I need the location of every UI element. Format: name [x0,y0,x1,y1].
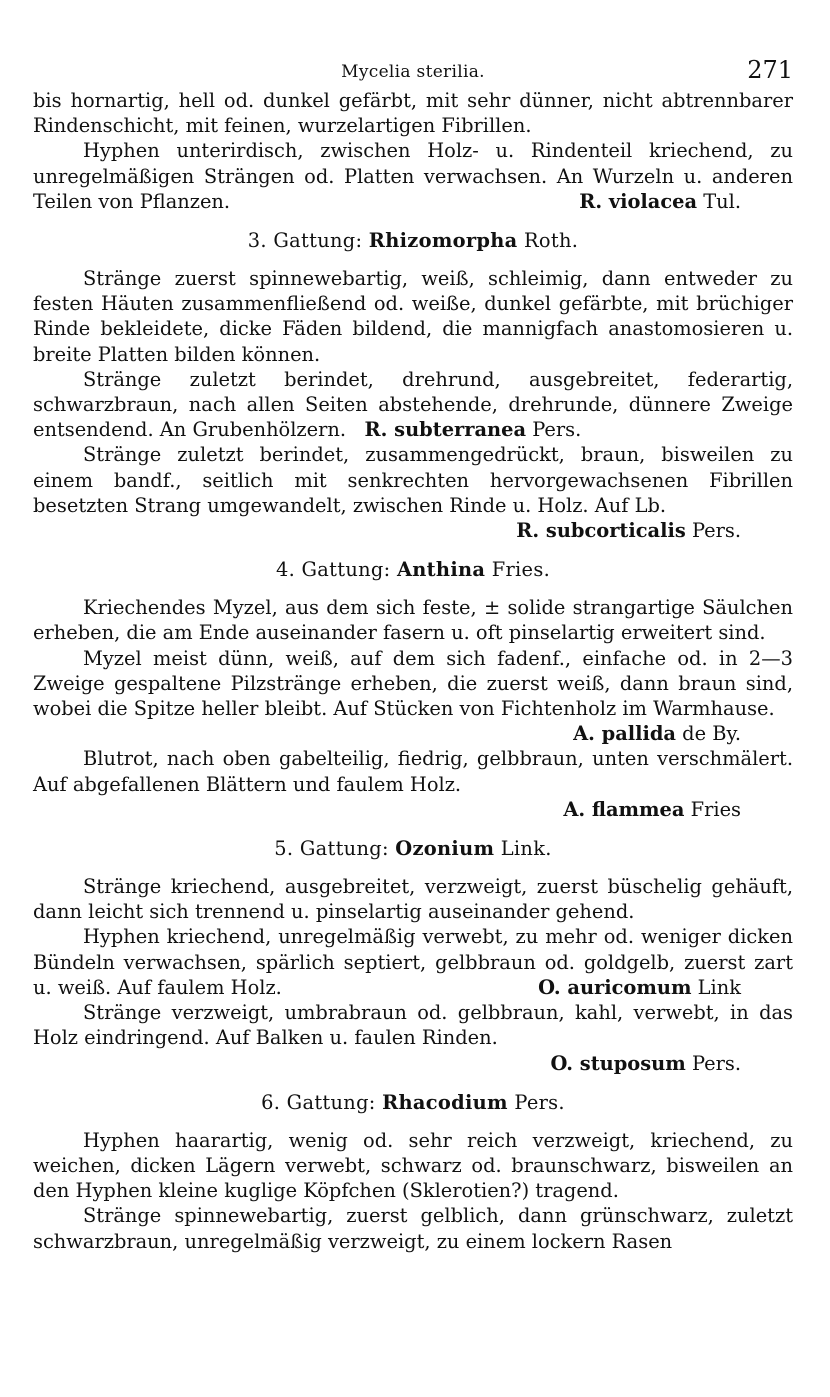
species-line: A. flammea Fries [563,797,741,821]
paragraph: Hyphen kriechend, unregelmäßig verwebt, zu mehr od. weniger dicken Bündeln verwachsen, spärlich septiert, gelbbraun od. goldgelb, zuerst zart u. weiß. Auf faulem Holz. O. auricomum Link [33,925,793,999]
page-header [33,52,793,88]
paragraph: Stränge zuletzt berindet, zusammengedrückt, braun, bisweilen zu einem bandf., seitlich mit senkrechten hervorgewachsenen Fibrillen besetzten Strang umgewandelt, zwischen Rinde u. Holz. Auf Lb. [33,443,793,517]
paragraph: Stränge zuletzt berindet, drehrund, ausgebreitet, federartig, schwarzbraun, nach allen Seiten abstehende, drehrunde, dünnere Zweige entsendend. An Grubenhölzern. R. subterranea Pers. [33,367,793,442]
species-name: A. pallida de By. [573,722,741,746]
genus-heading: 6. Gattung: Rhacodium Pers. [261,1090,565,1114]
book-page [33,52,793,1254]
paragraph: Stränge spinnewebartig, zuerst gelblich, dann grünschwarz, zuletzt schwarzbraun, unregelmäßig verzweigt, zu einem lockern Rasen [33,1204,793,1253]
paragraph: Stränge zuerst spinnewebartig, weiß, schleimig, dann entweder zu festen Häuten zusammenfließend od. weiße, dunkel gefärbte, mit brüchiger Rinde bekleidete, dicke Fäden bildend, die mannigfach anastomosieren u. breite Platten bilden können. [33,267,793,366]
species-name: R. subterranea [364,418,527,442]
genus-heading: 3. Gattung: Rhizomorpha Roth. [247,229,579,253]
paragraph: Stränge verzweigt, umbrabraun od. gelbbraun, kahl, verwebt, in das Holz eindringend. Auf Balken u. faulen Rinden. [33,1001,793,1050]
genus-heading: 5. Gattung: Ozonium Link. [274,837,552,861]
species-name: O. auricomum Link [538,975,741,999]
paragraph: Hyphen unterirdisch, zwischen Holz- u. Rindenteil kriechend, zu unregelmäßigen Strängen od. Platten verwachsen. An Wurzeln u. anderen Teilen von Pflanzen. R. violacea Tul. [33,139,793,213]
genus-heading: 4. Gattung: Anthina Fries. [275,558,551,582]
paragraph: Stränge kriechend, ausgebreitet, verzweigt, zuerst büschelig gehäuft, dann leicht sich trennend u. pinselartig auseinander gehend. [33,875,793,924]
species-line: R. subcorticalis Pers. [516,519,741,543]
species-line: O. stuposum Pers. [550,1051,741,1075]
species-name: R. violacea Tul. [579,189,741,213]
paragraph: bis hornartig, hell od. dunkel gefärbt, mit sehr dünner, nicht abtrennbarer Rindenschicht, mit feinen, wurzelartigen Fibrillen. [33,89,793,138]
paragraph: Myzel meist dünn, weiß, auf dem sich fadenf., einfache od. in 2—3 Zweige gespaltene Pilzstränge erheben, die zuerst weiß, dann braun sind, wobei die Spitze heller bleibt. Auf Stücken von Fichtenholz im Warmhause. A. pallida de By. [33,646,793,746]
page-number: 271 [747,56,793,84]
paragraph: Blutrot, nach oben gabelteilig, fiedrig, gelbbraun, unten verschmälert. Auf abgefallenen Blättern und faulem Holz. [33,747,793,796]
paragraph: Kriechendes Myzel, aus dem sich feste, ± solide strangartige Säulchen erheben, die am Ende auseinander fasern u. oft pinselartig erweitert sind. [33,596,793,645]
paragraph: Hyphen haarartig, wenig od. sehr reich verzweigt, kriechend, zu weichen, dicken Lägern verwebt, schwarz od. braunschwarz, bisweilen an den Hyphen kleine kuglige Köpfchen (Sklerotien?) tragend. [33,1128,793,1203]
running-title: Mycelia sterilia. [341,62,485,82]
